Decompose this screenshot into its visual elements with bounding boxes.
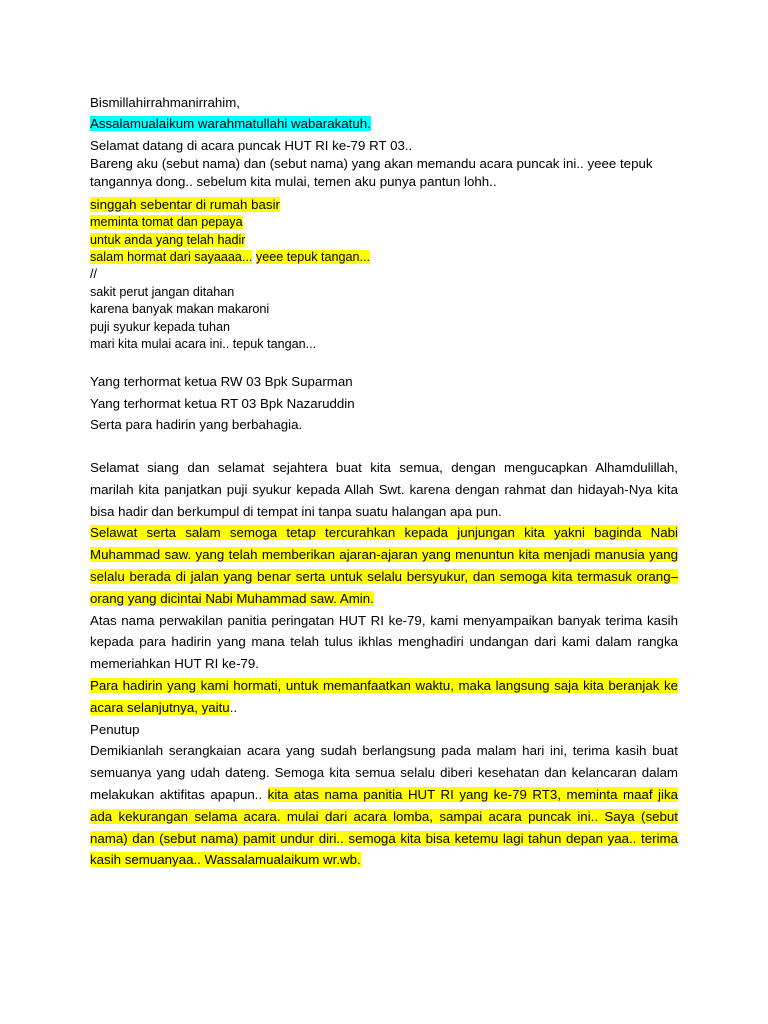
pantun-1	[90, 196, 678, 267]
bismillah-line: Bismillahirrahmanirrahim,	[90, 95, 240, 110]
pantun-line	[90, 249, 678, 267]
paragraph-selawat-text: Selawat serta salam semoga tetap tercurahkan kepada junjungan kita yakni baginda Nabi Muhammad saw. yang telah memberikan ajaran-ajaran yang menuntun kita menjadi manusia yang selalu berada di jalan yang benar serta untuk selalu bersyukur, dan semoga kita termasuk orang–orang yang dicintai Nabi Muhammad saw. Amin.	[90, 525, 678, 606]
paragraph-selawat	[90, 522, 678, 609]
body-section	[90, 457, 678, 871]
pantun-line	[90, 232, 678, 250]
pantun-2	[90, 266, 678, 354]
pantun-line-text: salam hormat dari sayaaaa...	[90, 250, 253, 265]
paragraph-closing	[90, 740, 678, 871]
pantun-line: karena banyak makan makaroni	[90, 302, 270, 317]
pantun-line	[90, 196, 678, 214]
pantun-line	[90, 214, 678, 232]
salam-line	[90, 115, 678, 133]
paragraph-transition-end: ..	[229, 699, 238, 715]
welcome-line: tangannya dong.. sebelum kita mulai, temen aku punya pantun lohh..	[90, 174, 497, 189]
honors-section	[90, 371, 678, 436]
honor-line: Yang terhormat ketua RT 03 Bpk Nazaruddin	[90, 395, 355, 411]
salam-text: Assalamualaikum warahmatullahi wabarakatuh.	[90, 116, 371, 131]
paragraph-thanks: Atas nama perwakilan panitia peringatan HUT RI ke-79, kami menyampaikan banyak terima kasih kepada para hadirin yang mana telah tulus ikhlas menghadiri undangan dari kami dalam rangka memeriahkan HUT RI ke-79.	[90, 612, 678, 672]
pantun-line: puji syukur kepada tuhan	[90, 319, 231, 334]
welcome-line: Selamat datang di acara puncak HUT RI ke-79 RT 03..	[90, 138, 413, 153]
paragraph-closing-highlight: kita atas nama panitia HUT RI yang ke-79 RT3, meminta maaf jika ada kekurangan selama acara. mulai dari acara lomba, sampai acara puncak ini.. Saya (sebut nama) dan (sebut nama) pamit undur diri.. semoga kita bisa ketemu lagi tahun depan yaa.. terima kasih semuanyaa.. Wassalamualaikum wr.wb.	[90, 786, 679, 868]
closing-heading: Penutup	[90, 721, 140, 737]
honor-line: Yang terhormat ketua RW 03 Bpk Suparman	[90, 374, 353, 389]
welcome-line: Bareng aku (sebut nama) dan (sebut nama) yang akan memandu acara puncak ini.. yeee tepuk	[90, 156, 653, 171]
pantun-line: sakit perut jangan ditahan	[90, 284, 235, 299]
pantun-line-text: singgah sebentar di rumah basir	[90, 197, 280, 212]
pantun-line-text: yeee tepuk tangan...	[255, 250, 371, 265]
paragraph-greeting: Selamat siang dan selamat sejahtera buat kita semua, dengan mengucapkan Alhamdulillah, marilah kita panjatkan puji syukur kepada Allah Swt. karena dengan rahmat dan hidayah-Nya kita bisa hadir dan berkumpul di tempat ini tanpa suatu halangan apa pun.	[90, 460, 678, 519]
opening-section	[90, 94, 678, 191]
paragraph-transition-text: Para hadirin yang kami hormati, untuk memanfaatkan waktu, maka langsung saja kita beranjak ke acara selanjutnya, yaitu	[90, 677, 678, 715]
paragraph-transition	[90, 675, 678, 719]
pantun-line-text: untuk anda yang telah hadir	[90, 232, 246, 247]
pantun-line: mari kita mulai acara ini.. tepuk tangan...	[90, 337, 317, 352]
paragraph-closing-text: Demikianlah serangkaian acara yang sudah berlangsung pada malam hari ini, terima kasih buat semuanya yang udah dateng. Semoga kita semua selalu diberi kesehatan dan kelancaran dalam melakukan aktifitas apapun..	[90, 743, 678, 802]
honor-line: Serta para hadirin yang berbahagia.	[90, 417, 303, 432]
separator: //	[90, 267, 97, 281]
pantun-line-text: meminta tomat dan pepaya	[90, 215, 243, 229]
